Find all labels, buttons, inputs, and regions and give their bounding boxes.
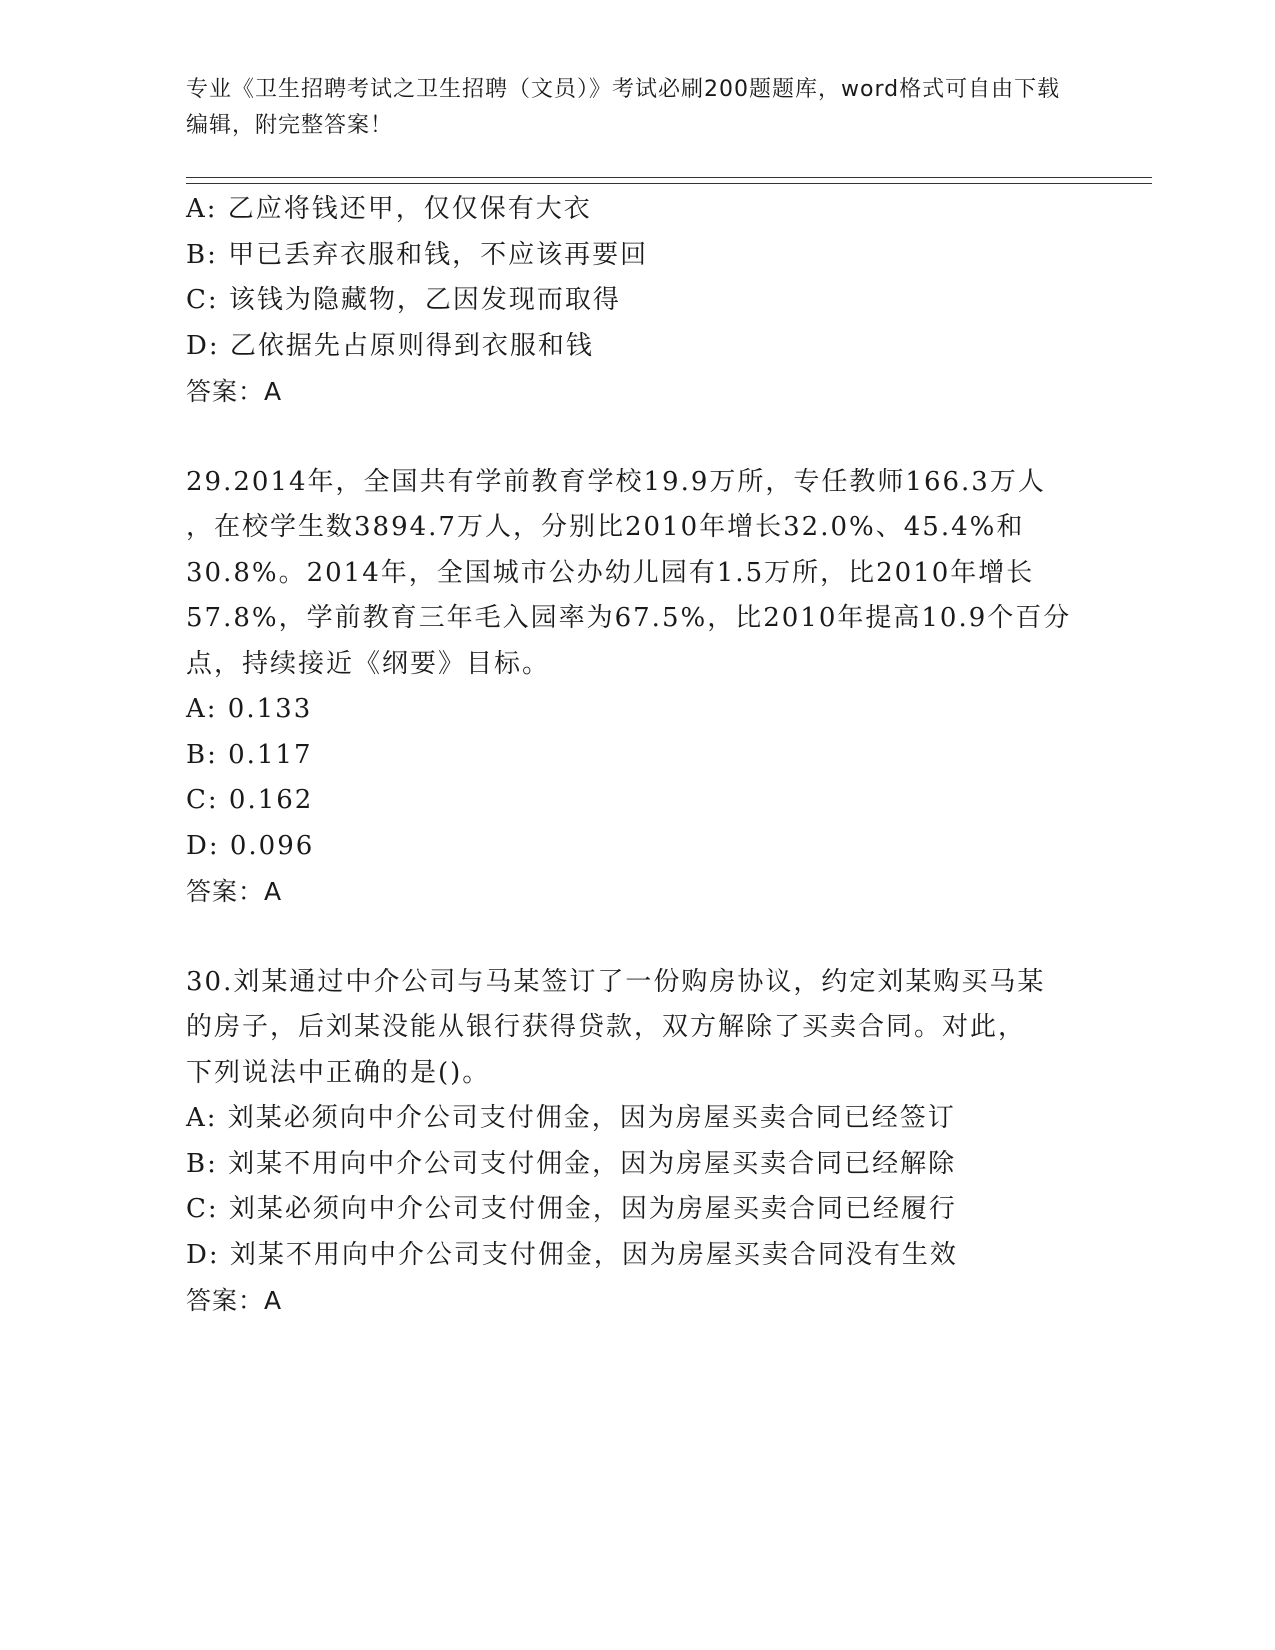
- option-d: D: 刘某不用向中介公司支付佣金，因为房屋买卖合同没有生效: [186, 1239, 958, 1270]
- option-a: A: 乙应将钱还甲，仅仅保有大衣: [186, 194, 592, 224]
- question-text-line: 57.8%，学前教育三年毛入园率为67.5%，比2010年提高10.9个百分: [186, 603, 1072, 633]
- option-b: B: 刘某不用向中介公司支付佣金，因为房屋买卖合同已经解除: [186, 1148, 957, 1179]
- option-b: B: 0.117: [186, 739, 313, 770]
- option-a: A: 刘某必须向中介公司支付佣金，因为房屋买卖合同已经签订: [186, 1103, 956, 1133]
- answer: 答案：A: [186, 377, 283, 406]
- option-b: B: 甲已丢弃衣服和钱，不应该再要回: [186, 239, 649, 270]
- question-text-line: 的房子，后刘某没能从银行获得贷款，双方解除了买卖合同。对此，: [186, 1012, 1027, 1042]
- spacer: [186, 415, 1086, 460]
- question-28: [186, 187, 1086, 415]
- answer: 答案：A: [186, 1286, 283, 1315]
- document-header: 专业《卫生招聘考试之卫生招聘（文员）》考试必刷200题题库，word格式可自由下载编辑，附完整答案！: [186, 77, 1061, 138]
- spacer: [186, 915, 1086, 960]
- document-body: [186, 187, 1086, 1324]
- header-rule-top: [186, 177, 1152, 178]
- option-d: D: 0.096: [186, 830, 315, 861]
- option-c: C: 该钱为隐藏物，乙因发现而取得: [186, 285, 621, 315]
- question-30: [186, 960, 1086, 1324]
- question-text-line: 29.2014年，全国共有学前教育学校19.9万所，专任教师166.3万人: [186, 466, 1046, 497]
- option-d: D: 乙依据先占原则得到衣服和钱: [186, 330, 594, 361]
- option-c: C: 刘某必须向中介公司支付佣金，因为房屋买卖合同已经履行: [186, 1194, 957, 1224]
- question-text-line: 30.8%。2014年，全国城市公办幼儿园有1.5万所，比2010年增长: [186, 557, 1035, 588]
- question-text-line: 30.刘某通过中介公司与马某签订了一份购房协议，约定刘某购买马某: [186, 966, 1046, 997]
- question-text-line: ，在校学生数3894.7万人，分别比2010年增长32.0%、45.4%和: [186, 512, 1025, 542]
- answer: 答案：A: [186, 877, 283, 906]
- option-c: C: 0.162: [186, 785, 314, 815]
- question-29: [186, 460, 1086, 915]
- option-a: A: 0.133: [186, 694, 313, 724]
- question-text-line: 点，持续接近《纲要》目标。: [186, 648, 551, 679]
- header-rule-bottom: [186, 183, 1152, 184]
- question-text-line: 下列说法中正确的是()。: [186, 1057, 491, 1088]
